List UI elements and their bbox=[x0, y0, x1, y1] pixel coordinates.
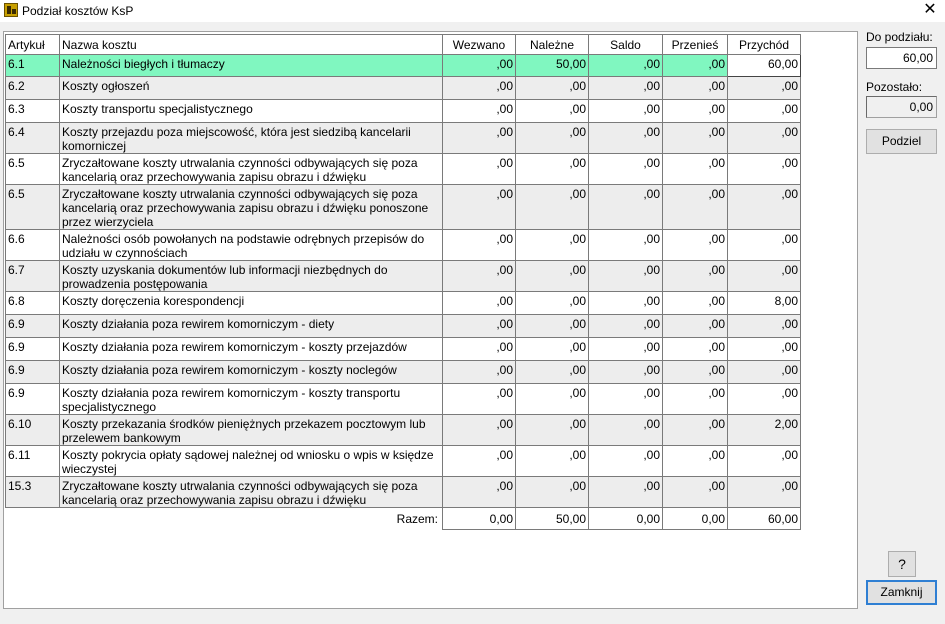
window-title: Podział kosztów KsP bbox=[22, 4, 134, 18]
cell-artykul[interactable]: 6.3 bbox=[6, 100, 60, 123]
cell-artykul[interactable]: 6.5 bbox=[6, 154, 60, 185]
table-row[interactable] bbox=[6, 415, 801, 446]
cell-nazwa-kosztu[interactable]: Koszty przekazania środków pieniężnych przekazem pocztowym lub przelewem bankowym bbox=[60, 415, 443, 446]
cell-przychod[interactable]: ,00 bbox=[728, 261, 801, 292]
cell-saldo[interactable]: ,00 bbox=[589, 154, 663, 185]
cell-artykul[interactable]: 6.5 bbox=[6, 185, 60, 230]
cell-artykul[interactable]: 6.2 bbox=[6, 77, 60, 100]
cell-przenies[interactable]: ,00 bbox=[663, 55, 728, 77]
cell-przychod[interactable]: ,00 bbox=[728, 123, 801, 154]
table-header-row bbox=[6, 35, 801, 55]
cell-przychod[interactable]: ,00 bbox=[728, 338, 801, 361]
totals-label: Razem: bbox=[60, 508, 443, 530]
cell-artykul[interactable]: 6.9 bbox=[6, 315, 60, 338]
totals-row bbox=[6, 508, 801, 530]
costs-grid-panel bbox=[3, 31, 858, 609]
cell-nalezne[interactable]: ,00 bbox=[516, 123, 589, 154]
cell-przychod[interactable]: 8,00 bbox=[728, 292, 801, 315]
cell-saldo[interactable]: ,00 bbox=[589, 261, 663, 292]
cell-nazwa-kosztu[interactable]: Koszty działania poza rewirem komorniczym - koszty noclegów bbox=[60, 361, 443, 384]
cell-artykul[interactable]: 6.7 bbox=[6, 261, 60, 292]
cell-przenies[interactable]: ,00 bbox=[663, 415, 728, 446]
cell-nalezne[interactable]: ,00 bbox=[516, 292, 589, 315]
cell-przenies[interactable]: ,00 bbox=[663, 446, 728, 477]
table-row[interactable] bbox=[6, 361, 801, 384]
cell-przenies[interactable]: ,00 bbox=[663, 477, 728, 508]
cell-nalezne[interactable]: 50,00 bbox=[516, 55, 589, 77]
cell-wezwano[interactable]: ,00 bbox=[443, 185, 516, 230]
cell-nazwa-kosztu[interactable]: Koszty działania poza rewirem komorniczym - diety bbox=[60, 315, 443, 338]
do-podzialu-label: Do podziału: bbox=[866, 30, 933, 44]
cell-przenies[interactable]: ,00 bbox=[663, 384, 728, 415]
costs-table bbox=[5, 34, 801, 530]
cell-przychod[interactable]: ,00 bbox=[728, 384, 801, 415]
cell-nalezne[interactable]: ,00 bbox=[516, 261, 589, 292]
cell-artykul[interactable]: 6.10 bbox=[6, 415, 60, 446]
cell-saldo[interactable]: ,00 bbox=[589, 477, 663, 508]
cell-wezwano[interactable]: ,00 bbox=[443, 446, 516, 477]
title-bar bbox=[0, 0, 945, 22]
cell-saldo[interactable]: ,00 bbox=[589, 361, 663, 384]
cell-nalezne[interactable]: ,00 bbox=[516, 77, 589, 100]
cell-przychod[interactable]: ,00 bbox=[728, 100, 801, 123]
cell-nazwa-kosztu[interactable]: Koszty pokrycia opłaty sądowej należnej od wniosku o wpis w księdze wieczystej bbox=[60, 446, 443, 477]
column-header-przenies[interactable]: Przenieś bbox=[663, 35, 728, 55]
cell-przenies[interactable]: ,00 bbox=[663, 77, 728, 100]
cell-przychod[interactable]: ,00 bbox=[728, 446, 801, 477]
cell-nazwa-kosztu[interactable]: Zryczałtowane koszty utrwalania czynności odbywających się poza kancelarią oraz przechowywania zapisu obrazu i dźwięku bbox=[60, 154, 443, 185]
podziel-button[interactable]: Podziel bbox=[866, 129, 937, 154]
cell-saldo[interactable]: ,00 bbox=[589, 77, 663, 100]
column-header-przychod[interactable]: Przychód bbox=[728, 35, 801, 55]
cell-przenies[interactable]: ,00 bbox=[663, 361, 728, 384]
cell-nazwa-kosztu[interactable]: Należności osób powołanych na podstawie odrębnych przepisów do udziału w czynnościach bbox=[60, 230, 443, 261]
cell-saldo[interactable]: ,00 bbox=[589, 415, 663, 446]
cell-nazwa-kosztu[interactable]: Koszty ogłoszeń bbox=[60, 77, 443, 100]
pozostalo-field: 0,00 bbox=[866, 96, 937, 118]
total-wezwano: 0,00 bbox=[443, 508, 516, 530]
cell-wezwano[interactable]: ,00 bbox=[443, 123, 516, 154]
cell-wezwano[interactable]: ,00 bbox=[443, 77, 516, 100]
app-icon bbox=[4, 3, 18, 17]
cell-wezwano[interactable]: ,00 bbox=[443, 315, 516, 338]
table-row[interactable] bbox=[6, 77, 801, 100]
cell-artykul[interactable]: 6.9 bbox=[6, 361, 60, 384]
cell-wezwano[interactable]: ,00 bbox=[443, 384, 516, 415]
cell-nalezne[interactable]: ,00 bbox=[516, 100, 589, 123]
cell-saldo[interactable]: ,00 bbox=[589, 338, 663, 361]
cell-nalezne[interactable]: ,00 bbox=[516, 361, 589, 384]
cell-przychod[interactable]: ,00 bbox=[728, 154, 801, 185]
cell-przychod[interactable]: ,00 bbox=[728, 477, 801, 508]
cell-przychod[interactable]: ,00 bbox=[728, 361, 801, 384]
cell-nazwa-kosztu[interactable]: Należności biegłych i tłumaczy bbox=[60, 55, 443, 77]
table-row[interactable] bbox=[6, 446, 801, 477]
cell-przychod[interactable]: ,00 bbox=[728, 315, 801, 338]
cell-wezwano[interactable]: ,00 bbox=[443, 154, 516, 185]
cell-saldo[interactable]: ,00 bbox=[589, 55, 663, 77]
do-podzialu-field[interactable]: 60,00 bbox=[866, 47, 937, 69]
cell-nazwa-kosztu[interactable]: Koszty działania poza rewirem komorniczym - koszty transportu specjalistycznego bbox=[60, 384, 443, 415]
cell-przychod[interactable]: ,00 bbox=[728, 230, 801, 261]
cell-nazwa-kosztu[interactable]: Zryczałtowane koszty utrwalania czynności odbywających się poza kancelarią oraz przechowywania zapisu obrazu i dźwięku bbox=[60, 477, 443, 508]
pozostalo-label: Pozostało: bbox=[866, 80, 923, 94]
cell-przychod[interactable]: 60,00 bbox=[728, 55, 801, 77]
cell-wezwano[interactable]: ,00 bbox=[443, 55, 516, 77]
cell-przenies[interactable]: ,00 bbox=[663, 230, 728, 261]
table-row[interactable] bbox=[6, 477, 801, 508]
cell-nalezne[interactable]: ,00 bbox=[516, 384, 589, 415]
cell-artykul[interactable]: 6.4 bbox=[6, 123, 60, 154]
cell-nazwa-kosztu[interactable]: Koszty działania poza rewirem komorniczym - koszty przejazdów bbox=[60, 338, 443, 361]
cell-przychod[interactable]: ,00 bbox=[728, 185, 801, 230]
cell-wezwano[interactable]: ,00 bbox=[443, 100, 516, 123]
cell-artykul[interactable]: 6.1 bbox=[6, 55, 60, 77]
cell-nalezne[interactable]: ,00 bbox=[516, 230, 589, 261]
zamknij-button[interactable]: Zamknij bbox=[866, 580, 937, 605]
cell-artykul[interactable]: 6.9 bbox=[6, 338, 60, 361]
cell-nalezne[interactable]: ,00 bbox=[516, 415, 589, 446]
column-header-nazwa[interactable]: Nazwa kosztu bbox=[60, 35, 443, 55]
cell-artykul[interactable]: 6.11 bbox=[6, 446, 60, 477]
column-header-artykul[interactable]: Artykuł bbox=[6, 35, 60, 55]
table-row[interactable] bbox=[6, 123, 801, 154]
cell-wezwano[interactable]: ,00 bbox=[443, 361, 516, 384]
cell-nalezne[interactable]: ,00 bbox=[516, 185, 589, 230]
cell-artykul[interactable]: 15.3 bbox=[6, 477, 60, 508]
table-row[interactable] bbox=[6, 154, 801, 185]
cell-saldo[interactable]: ,00 bbox=[589, 315, 663, 338]
cell-wezwano[interactable]: ,00 bbox=[443, 261, 516, 292]
cell-saldo[interactable]: ,00 bbox=[589, 384, 663, 415]
cell-przenies[interactable]: ,00 bbox=[663, 338, 728, 361]
cell-artykul[interactable]: 6.9 bbox=[6, 384, 60, 415]
table-row[interactable] bbox=[6, 292, 801, 315]
column-header-nalezne[interactable]: Należne bbox=[516, 35, 589, 55]
totals-spacer bbox=[6, 508, 60, 530]
table-row[interactable] bbox=[6, 55, 801, 77]
total-przenies: 0,00 bbox=[663, 508, 728, 530]
cell-saldo[interactable]: ,00 bbox=[589, 123, 663, 154]
cell-nazwa-kosztu[interactable]: Koszty doręczenia korespondencji bbox=[60, 292, 443, 315]
table-row[interactable] bbox=[6, 185, 801, 230]
cell-przenies[interactable]: ,00 bbox=[663, 261, 728, 292]
cell-przenies[interactable]: ,00 bbox=[663, 123, 728, 154]
cell-nalezne[interactable]: ,00 bbox=[516, 477, 589, 508]
table-row[interactable] bbox=[6, 100, 801, 123]
help-button[interactable]: ? bbox=[888, 551, 916, 577]
cell-przenies[interactable]: ,00 bbox=[663, 185, 728, 230]
cell-przenies[interactable]: ,00 bbox=[663, 292, 728, 315]
cell-saldo[interactable]: ,00 bbox=[589, 100, 663, 123]
total-saldo: 0,00 bbox=[589, 508, 663, 530]
cell-wezwano[interactable]: ,00 bbox=[443, 415, 516, 446]
cell-nazwa-kosztu[interactable]: Koszty transportu specjalistycznego bbox=[60, 100, 443, 123]
cell-saldo[interactable]: ,00 bbox=[589, 446, 663, 477]
cell-przenies[interactable]: ,00 bbox=[663, 100, 728, 123]
cell-przenies[interactable]: ,00 bbox=[663, 154, 728, 185]
table-row[interactable] bbox=[6, 230, 801, 261]
table-row[interactable] bbox=[6, 315, 801, 338]
cell-saldo[interactable]: ,00 bbox=[589, 185, 663, 230]
cell-wezwano[interactable]: ,00 bbox=[443, 292, 516, 315]
cell-nalezne[interactable]: ,00 bbox=[516, 315, 589, 338]
column-header-saldo[interactable]: Saldo bbox=[589, 35, 663, 55]
column-header-wezwano[interactable]: Wezwano bbox=[443, 35, 516, 55]
cell-wezwano[interactable]: ,00 bbox=[443, 477, 516, 508]
table-row[interactable] bbox=[6, 338, 801, 361]
cell-wezwano[interactable]: ,00 bbox=[443, 230, 516, 261]
cell-nalezne[interactable]: ,00 bbox=[516, 338, 589, 361]
cell-przychod[interactable]: ,00 bbox=[728, 77, 801, 100]
cell-artykul[interactable]: 6.8 bbox=[6, 292, 60, 315]
cell-saldo[interactable]: ,00 bbox=[589, 230, 663, 261]
total-nalezne: 50,00 bbox=[516, 508, 589, 530]
cell-nalezne[interactable]: ,00 bbox=[516, 446, 589, 477]
cell-nalezne[interactable]: ,00 bbox=[516, 154, 589, 185]
cell-przenies[interactable]: ,00 bbox=[663, 315, 728, 338]
cell-saldo[interactable]: ,00 bbox=[589, 292, 663, 315]
table-row[interactable] bbox=[6, 384, 801, 415]
table-row[interactable] bbox=[6, 261, 801, 292]
cell-nazwa-kosztu[interactable]: Koszty przejazdu poza miejscowość, która jest siedzibą kancelarii komorniczej bbox=[60, 123, 443, 154]
cell-artykul[interactable]: 6.6 bbox=[6, 230, 60, 261]
cell-nazwa-kosztu[interactable]: Zryczałtowane koszty utrwalania czynności odbywających się poza kancelarią oraz przechowywania zapisu obrazu i dźwięku ponoszone przez wierzyciela bbox=[60, 185, 443, 230]
cell-przychod[interactable]: 2,00 bbox=[728, 415, 801, 446]
total-przychod: 60,00 bbox=[728, 508, 801, 530]
close-window-button[interactable]: ✕ bbox=[923, 1, 937, 18]
cell-nazwa-kosztu[interactable]: Koszty uzyskania dokumentów lub informacji niezbędnych do prowadzenia postępowania bbox=[60, 261, 443, 292]
cell-wezwano[interactable]: ,00 bbox=[443, 338, 516, 361]
